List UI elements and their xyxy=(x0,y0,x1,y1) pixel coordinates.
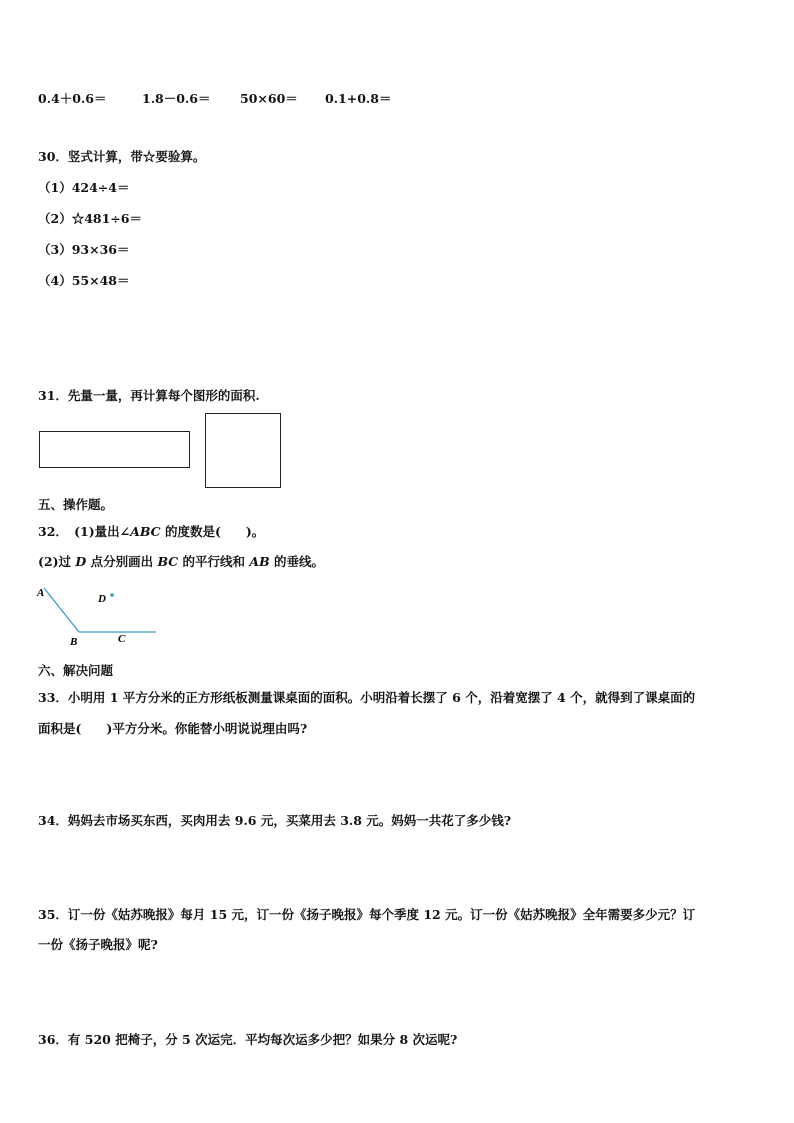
oral-calc-3: 50×60＝ xyxy=(240,91,298,106)
q30-item-1: （1）424÷4＝ xyxy=(38,180,130,195)
q35-line-2: 一份《扬子晚报》呢? xyxy=(38,937,158,952)
q32-angle-abc: ABC xyxy=(130,524,161,539)
q32-line2-text-b: 点分别画出 xyxy=(86,554,158,569)
section-5-heading: 五、操作题。 xyxy=(38,497,114,512)
q34-text: 34．妈妈去市场买东西，买肉用去 9.6 元，买菜用去 3.8 元。妈妈一共花了多少钱? xyxy=(38,813,512,828)
square-shape xyxy=(205,413,281,488)
q30-item-2: （2）☆481÷6＝ xyxy=(38,211,142,226)
section-6-heading: 六、解决问题 xyxy=(38,663,114,678)
q32-line-bc-ref: BC xyxy=(157,554,179,569)
oral-calc-4: 0.1+0.8＝ xyxy=(325,91,392,106)
label-c: C xyxy=(118,633,126,645)
q33-line-2: 面积是( )平方分米。你能替小明说说理由吗? xyxy=(38,721,308,736)
q32-line1-text-b: 的度数是( )。 xyxy=(160,524,265,539)
q30-item-4: （4）55×48＝ xyxy=(38,273,130,288)
q31-title: 31．先量一量，再计算每个图形的面积. xyxy=(38,388,260,403)
q32-line1-text-a: 32． (1)量出∠ xyxy=(38,524,131,539)
label-d: D xyxy=(98,593,106,605)
q32-line-2 xyxy=(38,552,324,570)
q32-line-1 xyxy=(38,522,264,540)
label-a: A xyxy=(37,587,45,599)
label-b: B xyxy=(70,636,78,648)
q30-title: 30．竖式计算，带☆要验算。 xyxy=(38,149,206,164)
q35-line-1: 35．订一份《姑苏晚报》每月 15 元，订一份《扬子晚报》每个季度 12 元。订一份《姑苏晚报》全年需要多少元？订 xyxy=(38,907,696,922)
angle-diagram xyxy=(32,582,162,652)
q30-item-3: （3）93×36＝ xyxy=(38,242,130,257)
ray-ba xyxy=(44,588,79,632)
q32-line2-text-c: 的平行线和 xyxy=(178,554,250,569)
q36-text: 36．有 520 把椅子，分 5 次运完．平均每次运多少把？如果分 8 次运呢? xyxy=(38,1032,458,1047)
q33-line-1: 33．小明用 1 平方分米的正方形纸板测量课桌面的面积。小明沿着长摆了 6 个，沿着宽摆了 4 个，就得到了课桌面的 xyxy=(38,690,696,705)
q32-line-ab-ref: AB xyxy=(249,554,270,569)
rectangle-shape xyxy=(39,431,190,468)
oral-calc-1: 0.4＋0.6＝ xyxy=(38,91,107,106)
oral-calc-2: 1.8－0.6＝ xyxy=(142,91,211,106)
point-d xyxy=(110,593,114,597)
q32-line2-text-e: 的垂线。 xyxy=(269,554,325,569)
q32-point-d-ref: D xyxy=(75,554,87,569)
q32-line2-text-a: (2)过 xyxy=(38,554,76,569)
